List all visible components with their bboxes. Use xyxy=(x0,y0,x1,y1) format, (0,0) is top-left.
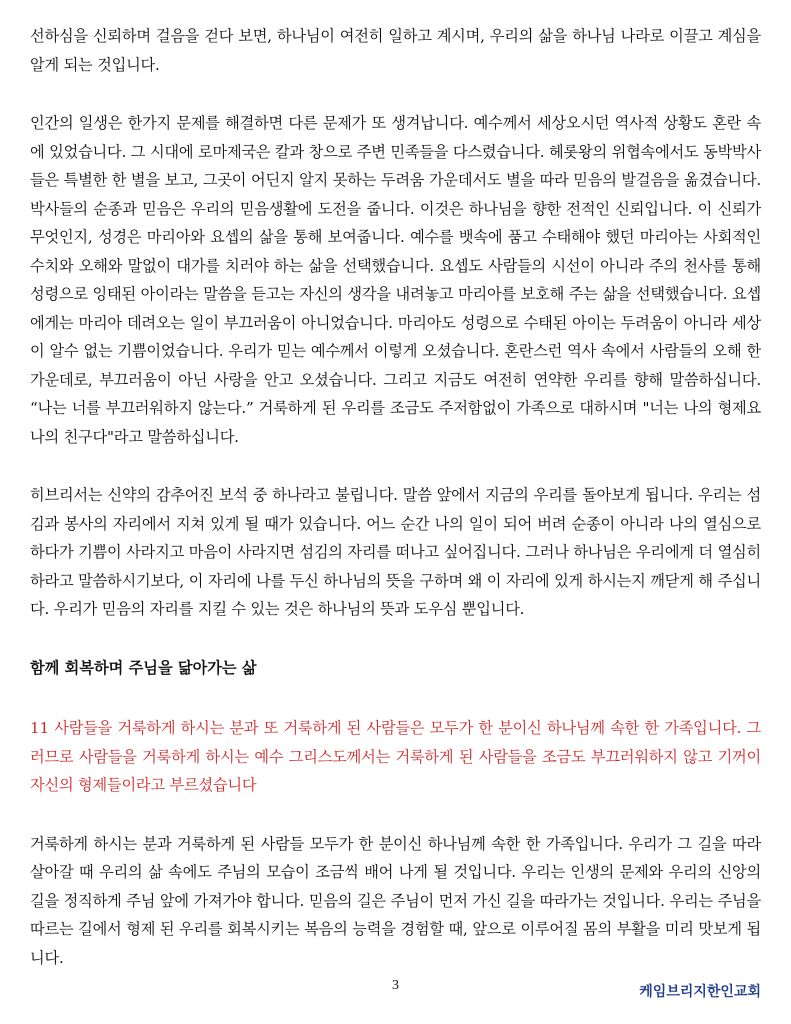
scripture-verse: 11 사람들을 거룩하게 하시는 분과 또 거룩하게 된 사람들은 모두가 한 분이신 하나님께 속한 한 가족입니다. 그러므로 사람들을 거룩하게 하시는 예수 그리스도께서는 거룩하게 된 사람들을 조금도 부끄러워하지 않고 기꺼이 자신의 형제들이라고 부르셨습니다 xyxy=(30,719,761,794)
section-heading: 함께 회복하며 주님을 닮아가는 삶 xyxy=(30,658,257,677)
document-page xyxy=(30,22,761,972)
paragraph-closing: 거룩하게 하시는 분과 거룩하게 된 사람들 모두가 한 분이신 하나님께 속한 한 가족입니다. 우리가 그 길을 따라 살아갈 때 우리의 삶 속에도 주님의 모습이 조금씩 배어 나게 될 것입니다. 우리는 인생의 문제와 우리의 신앙의 길을 정직하게 주님 앞에 가져가야 합니다. 믿음의 길은 주님이 먼저 가신 길을 따라가는 것입니다. 우리는 주님을 따르는 길에서 형제 된 우리를 회복시키는 복음의 능력을 경험할 때, 앞으로 이루어질 몸의 부활을 미리 맛보게 됩니다. xyxy=(30,834,761,967)
paragraph-intro: 선하심을 신뢰하며 걸음을 걷다 보면, 하나님이 여전히 일하고 계시며, 우리의 삶을 하나님 나라로 이끌고 계심을 알게 되는 것입니다. xyxy=(30,27,761,74)
church-name: 케임브리지한인교회 xyxy=(639,984,761,1000)
page-number: 3 xyxy=(392,978,399,993)
paragraph-history: 인간의 일생은 한가지 문제를 해결하면 다른 문제가 또 생겨납니다. 예수께서 세상오시던 역사적 상황도 혼란 속에 있었습니다. 그 시대에 로마제국은 칼과 창으로 주변 민족들을 다스렸습니다. 헤롯왕의 위협속에서도 동박박사들은 특별한 한 별을 보고, 그곳이 어딘지 알지 못하는 두려움 가운데서도 별을 따라 믿음의 발걸음을 옮겼습니다. 박사들의 순종과 믿음은 우리의 믿음생활에 도전을 줍니다. 이것은 하나님을 향한 전적인 신뢰입니다. 이 신뢰가 무엇인지, 성경은 마리아와 요셉의 삶을 통해 보여줍니다. 예수를 뱃속에 품고 수태해야 했던 마리아는 사회적인 수치와 오해와 말없이 대가를 치러야 하는 삶을 선택했습니다. 요셉도 사람들의 시선이 아니라 주의 천사를 통해 성령으로 잉태된 아이라는 말씀을 듣고는 자신의 생각을 내려놓고 마리아를 보호해 주는 삶을 선택했습니다. 요셉에게는 마리아 데려오는 일이 부끄러움이 아니었습니다. 마리아도 성령으로 수태된 아이는 두려움이 아니라 세상이 알수 없는 기쁨이었습니다. 우리가 믿는 예수께서 이렇게 오셨습니다. 혼란스런 역사 속에서 사람들의 오해 한가운데로, 부끄러움이 아닌 사랑을 안고 오셨습니다. 그리고 지금도 여전히 연약한 우리를 향해 말씀하십니다. “나는 너를 부끄러워하지 않는다.” 거룩하게 된 우리를 조금도 주저함없이 가족으로 대하시며 "너는 나의 형제요 나의 친구다"라고 말씀하십니다. xyxy=(30,114,761,446)
paragraph-hebrews: 히브리서는 신약의 감추어진 보석 중 하나라고 불립니다. 말씀 앞에서 지금의 우리를 돌아보게 됩니다. 우리는 섬김과 봉사의 자리에서 지쳐 있게 될 때가 있습니다. 어느 순간 나의 일이 되어 버려 순종이 아니라 나의 열심으로 하다가 기쁨이 사라지고 마음이 사라지면 섬김의 자리를 떠나고 싶어집니다. 그러나 하나님은 우리에게 더 열심히 하라고 말씀하시기보다, 이 자리에 나를 두신 하나님의 뜻을 구하며 왜 이 자리에 있게 하시는지 깨닫게 해 주십니다. 우리가 믿음의 자리를 지킬 수 있는 것은 하나님의 뜻과 도우심 뿐입니다. xyxy=(30,486,761,618)
